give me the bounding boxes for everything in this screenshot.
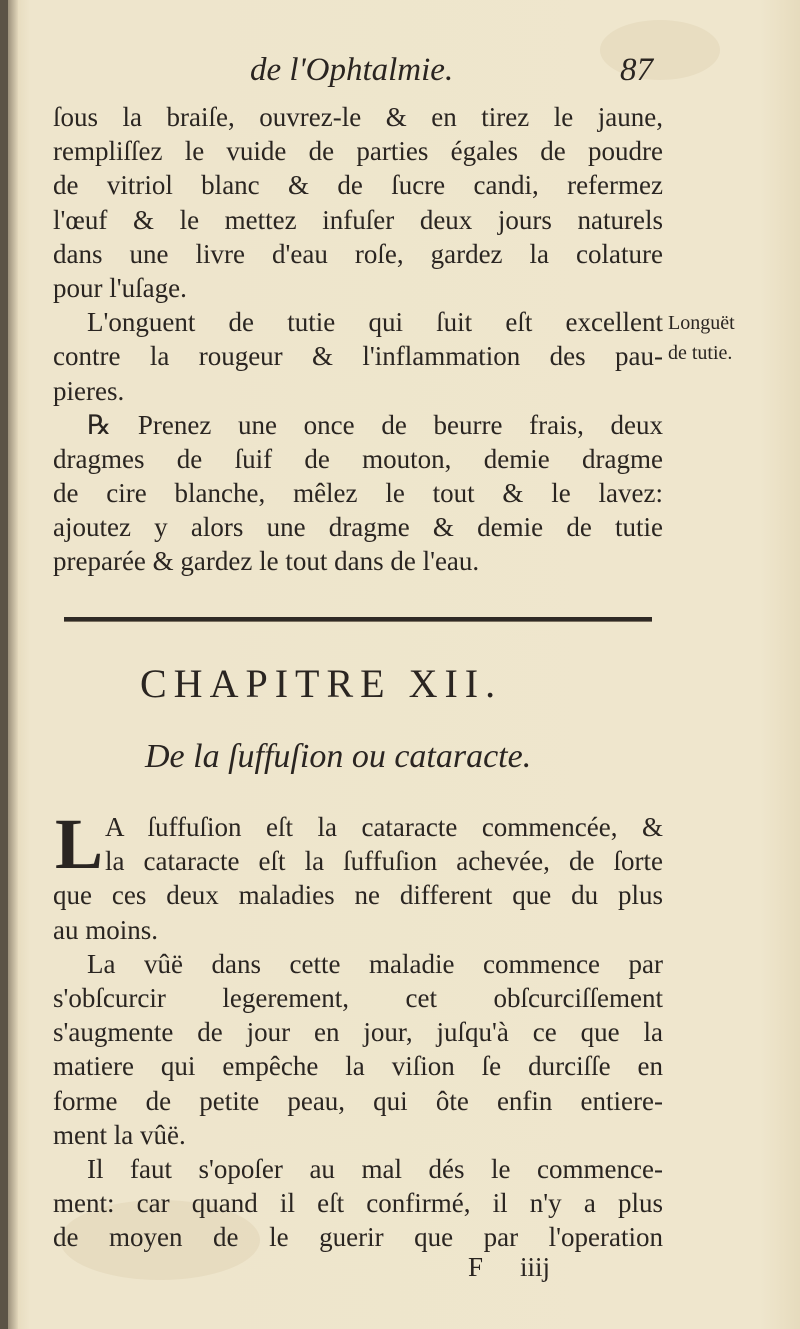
chapter-subtitle: De la ſuffuſion ou cataracte.: [145, 738, 532, 775]
text-line: contre la rougeur & l'inflammation des pau-: [53, 341, 663, 372]
text-line: L'onguent de tutie qui ſuit eſt excellent: [87, 307, 663, 338]
drop-cap: L: [55, 804, 104, 884]
text-line: A ſuffuſion eſt la cataracte commencée, &: [105, 812, 663, 842]
text-line: dans une livre d'eau roſe, gardez la colature: [53, 238, 663, 269]
text-line: s'augmente de jour en jour, juſqu'à ce que la: [53, 1017, 663, 1048]
text-line: matiere qui empêche la viſion ſe durciſſe en: [53, 1051, 663, 1082]
text-line: La vûë dans cette maladie commence par: [87, 948, 663, 979]
signature-letter: F: [468, 1252, 484, 1282]
text-line: dragmes de ſuif de mouton, demie dragme: [53, 443, 663, 474]
text-line: preparée & gardez le tout dans de l'eau.: [53, 546, 480, 577]
text-line: ℞ Prenez une once de beurre frais, deux: [87, 409, 663, 440]
text-line: de vitriol blanc & de ſucre candi, refermez: [53, 170, 663, 201]
margin-note-line: de tutie.: [668, 342, 733, 364]
text-line: ſous la braiſe, ouvrez-le & en tirez le jaune,: [53, 102, 663, 132]
text-line: la cataracte eſt la ſuffuſion achevée, de ſorte: [105, 846, 663, 877]
chapter-title: CHAPITRE XII.: [140, 661, 503, 706]
text-line: rempliſſez le vuide de parties égales de poudre: [53, 136, 663, 167]
text-line: ajoutez y alors une dragme & demie de tutie: [53, 512, 663, 543]
running-head: de l'Ophtalmie.: [250, 52, 454, 88]
text-line: l'œuf & le mettez infuſer deux jours naturels: [53, 204, 663, 235]
text-line: Il faut s'opoſer au mal dés le commence-: [87, 1153, 663, 1184]
section-rule: [64, 617, 652, 622]
text-line: forme de petite peau, qui ôte enfin entiere-: [53, 1085, 663, 1116]
text-line: de cire blanche, mêlez le tout & le lavez:: [53, 478, 663, 509]
text-line: pour l'uſage.: [53, 272, 187, 303]
text-line: pieres.: [53, 375, 125, 406]
book-gutter-shadow: [8, 0, 18, 1329]
signature-number: iiij: [520, 1252, 551, 1282]
text-line: que ces deux maladies ne different que du plus: [53, 880, 663, 911]
text-line: ment la vûë.: [53, 1119, 186, 1150]
paragraph-block-chapter: [53, 804, 663, 1254]
text-line: s'obſcurcir legerement, cet obſcurciſſement: [53, 982, 663, 1013]
book-binding-edge: [0, 0, 8, 1329]
margin-note-line: Longuët: [668, 312, 735, 334]
text-line: ment: car quand il eſt confirmé, il n'y a plus: [53, 1188, 663, 1219]
text-line: de moyen de le guerir que par l'operation: [53, 1222, 663, 1253]
page-header: [0, 52, 800, 96]
page-number: 87: [620, 52, 653, 88]
paragraph-block-top: [53, 100, 663, 579]
text-line: au moins.: [53, 914, 158, 945]
margin-note: [668, 308, 735, 368]
